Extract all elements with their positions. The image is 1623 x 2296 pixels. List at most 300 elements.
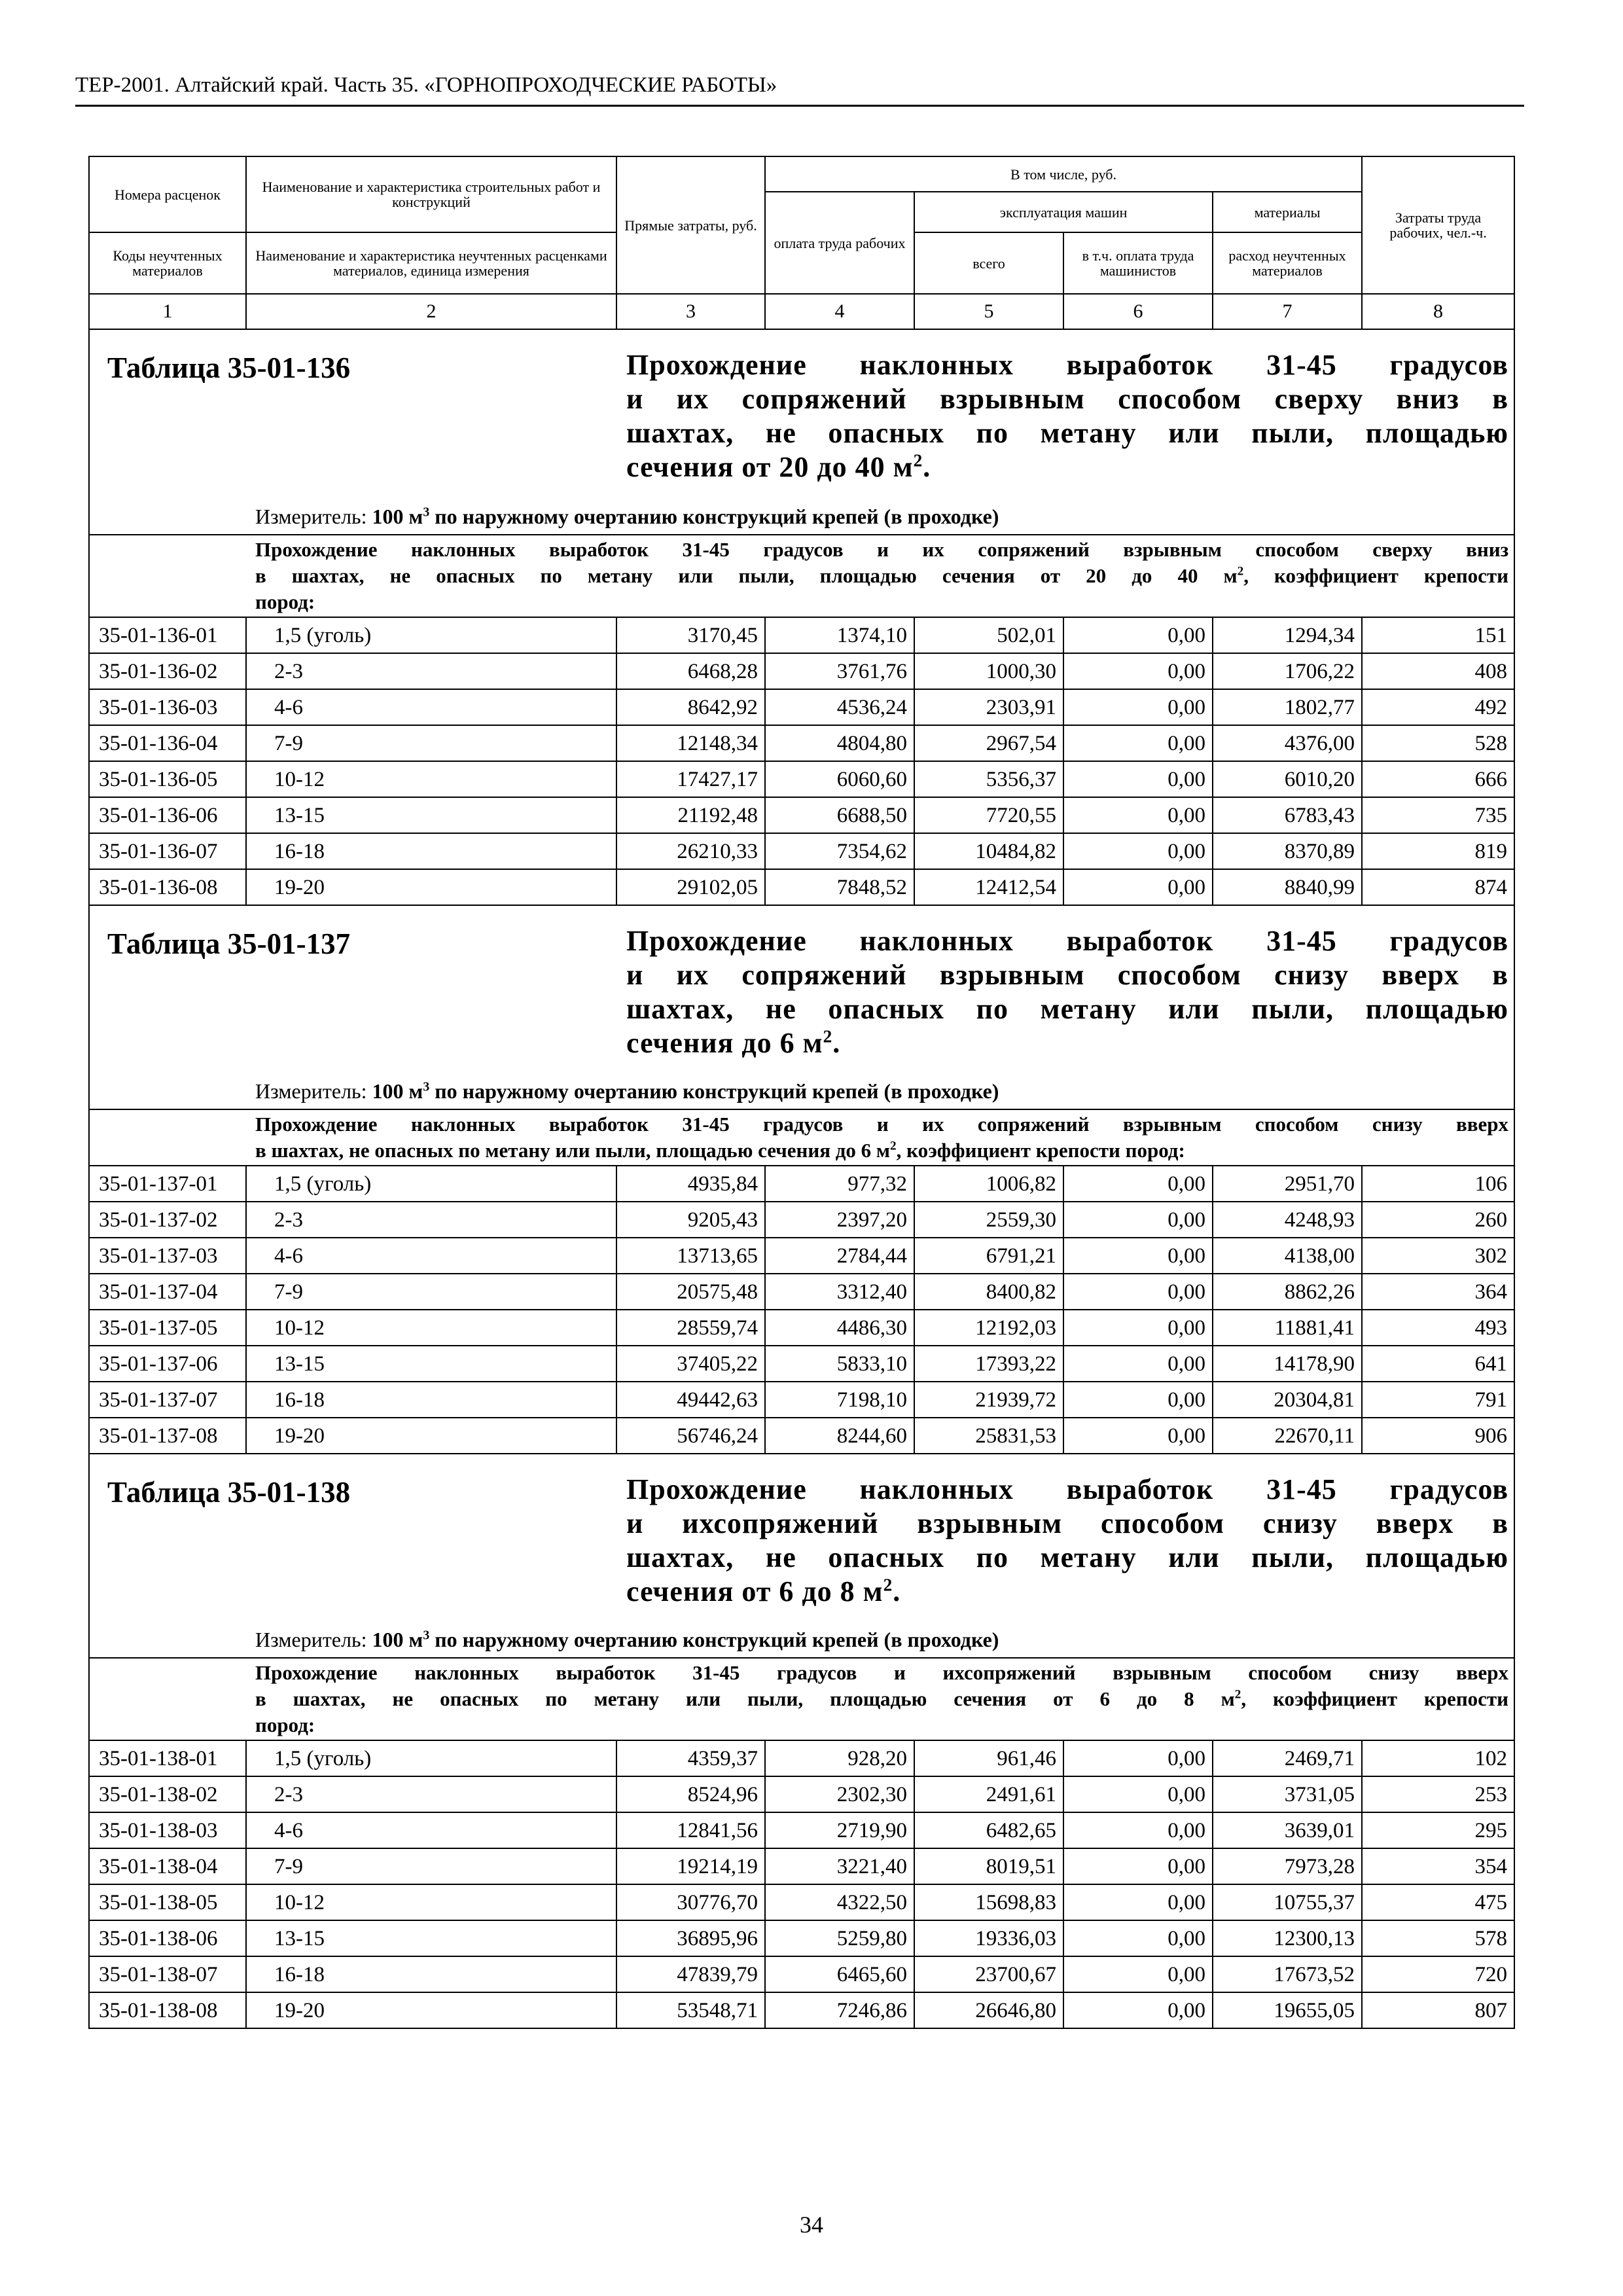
table-title-row	[89, 329, 1514, 535]
table-title-line	[626, 1473, 1508, 1507]
col-labor-costs: Затраты труда рабочих, чел.-ч.	[1362, 156, 1514, 294]
table-title-line: сечения до 6 $м^2$.	[626, 1026, 841, 1059]
table-title-cell	[89, 905, 1514, 1109]
cell-name: 2-3	[246, 1776, 616, 1812]
unit-value: 100 м	[372, 1079, 423, 1103]
table-row	[89, 1166, 1514, 1202]
cell-labor: 364	[1362, 1274, 1514, 1310]
table-title-line	[626, 1507, 1508, 1541]
cell-direct: 49442,63	[616, 1382, 765, 1418]
cell-name: 4-6	[246, 1238, 616, 1274]
table-row	[89, 833, 1514, 869]
table-row	[89, 1992, 1514, 2028]
cell-pay: 6688,50	[765, 797, 914, 833]
table-unit	[255, 1628, 999, 1652]
cell-pay: 6060,60	[765, 761, 914, 797]
superscript: 2	[883, 1575, 893, 1595]
column-number: 6	[1063, 294, 1213, 329]
cell-direct: 56746,24	[616, 1418, 765, 1454]
running-header: ТЕР-2001. Алтайский край. Часть 35. «ГОРНОПРОХОДЧЕСКИЕ РАБОТЫ»	[75, 73, 777, 97]
cell-mat: 8862,26	[1213, 1274, 1362, 1310]
column-number: 1	[89, 294, 246, 329]
table-title-line	[626, 1541, 1508, 1575]
table-description-row	[89, 1658, 1514, 1740]
cell-name: 10-12	[246, 761, 616, 797]
cell-mat: 3639,01	[1213, 1812, 1362, 1848]
cell-code: 35-01-137-04	[89, 1274, 246, 1310]
column-number: 8	[1362, 294, 1514, 329]
cell-pay: 3221,40	[765, 1848, 914, 1884]
table-title-row	[89, 905, 1514, 1109]
col-machine-operation: эксплуатация машин	[914, 192, 1213, 232]
cell-pay: 3312,40	[765, 1274, 914, 1310]
table-title-line	[626, 992, 1508, 1026]
cell-pay: 1374,10	[765, 617, 914, 653]
cell-code: 35-01-137-02	[89, 1202, 246, 1238]
column-number: 5	[914, 294, 1063, 329]
price-table	[88, 156, 1515, 2029]
table-title-line	[626, 348, 1508, 382]
description-line	[255, 563, 1508, 589]
cell-mach-pay: 0,00	[1063, 1776, 1213, 1812]
table-row	[89, 617, 1514, 653]
unit-label: Измеритель:	[255, 1079, 367, 1103]
superscript: 2	[913, 450, 923, 471]
cell-mach: 6482,65	[914, 1812, 1063, 1848]
table-row	[89, 1884, 1514, 1920]
table-title-text: шахтах, не опасных по метану или пыли, площадью	[626, 417, 1508, 449]
cell-direct: 20575,48	[616, 1274, 765, 1310]
cell-pay: 8244,60	[765, 1418, 914, 1454]
cell-mach-pay: 0,00	[1063, 617, 1213, 653]
table-row	[89, 1418, 1514, 1454]
unit-label: Измеритель:	[255, 1628, 367, 1651]
cell-mat: 1802,77	[1213, 689, 1362, 725]
table-title-text: шахтах, не опасных по метану или пыли, площадью	[626, 1541, 1508, 1573]
table-title	[626, 1473, 1508, 1609]
col-unaccounted-codes: Коды неучтенных материалов	[89, 232, 246, 294]
cell-labor: 735	[1362, 797, 1514, 833]
cell-pay: 6465,60	[765, 1956, 914, 1992]
cell-code: 35-01-136-01	[89, 617, 246, 653]
table-row	[89, 1848, 1514, 1884]
cell-mach: 5356,37	[914, 761, 1063, 797]
cell-name: 10-12	[246, 1310, 616, 1346]
description-text: , коэффициент крепости	[1243, 564, 1509, 587]
header-row	[89, 156, 1514, 192]
cell-code: 35-01-137-07	[89, 1382, 246, 1418]
table-row	[89, 1274, 1514, 1310]
cell-name: 1,5 (уголь)	[246, 1166, 616, 1202]
col-machine-total: всего	[914, 232, 1063, 294]
cell-direct: 36895,96	[616, 1920, 765, 1956]
column-number: 7	[1213, 294, 1362, 329]
cell-direct: 29102,05	[616, 869, 765, 905]
cell-mat: 22670,11	[1213, 1418, 1362, 1454]
cell-direct: 8642,92	[616, 689, 765, 725]
cell-direct: 30776,70	[616, 1884, 765, 1920]
cell-code: 35-01-138-08	[89, 1992, 246, 2028]
col-workers-pay: оплата труда рабочих	[765, 192, 914, 294]
cell-labor: 492	[1362, 689, 1514, 725]
cell-code: 35-01-136-02	[89, 653, 246, 689]
cell-mat: 4138,00	[1213, 1238, 1362, 1274]
superscript: 3	[423, 1628, 430, 1643]
table-title-text: шахтах, не опасных по метану или пыли, площадью	[626, 993, 1508, 1025]
cell-name: 2-3	[246, 1202, 616, 1238]
cell-pay: 977,32	[765, 1166, 914, 1202]
cell-pay: 4486,30	[765, 1310, 914, 1346]
cell-labor: 151	[1362, 617, 1514, 653]
cell-mat: 1294,34	[1213, 617, 1362, 653]
cell-direct: 6468,28	[616, 653, 765, 689]
cell-direct: 4935,84	[616, 1166, 765, 1202]
description-line	[255, 1138, 1508, 1164]
header-rule	[75, 105, 1524, 107]
unit-label: Измеритель:	[255, 505, 367, 528]
cell-mach: 15698,83	[914, 1884, 1063, 1920]
cell-mach-pay: 0,00	[1063, 1418, 1213, 1454]
cell-mach: 6791,21	[914, 1238, 1063, 1274]
col-materials: материалы	[1213, 192, 1362, 232]
cell-mach: 19336,03	[914, 1920, 1063, 1956]
cell-mach-pay: 0,00	[1063, 1346, 1213, 1382]
unit-description: по наружному очертанию конструкций крепей (в проходке)	[435, 1079, 999, 1103]
table-title-text: и их сопряжений взрывным способом снизу вверх в	[626, 959, 1508, 991]
description-text: в шахтах, не опасных по метану или пыли, площадью сечения до 6 м	[255, 1139, 891, 1162]
cell-mach-pay: 0,00	[1063, 1310, 1213, 1346]
cell-mach: 10484,82	[914, 833, 1063, 869]
table-title-text: Прохождение наклонных выработок 31-45 градусов	[626, 925, 1508, 957]
cell-code: 35-01-136-03	[89, 689, 246, 725]
cell-code: 35-01-138-02	[89, 1776, 246, 1812]
unit-description: по наружному очертанию конструкций крепей (в проходке)	[435, 1628, 999, 1651]
cell-pay: 4804,80	[765, 725, 914, 761]
cell-mach: 8400,82	[914, 1274, 1063, 1310]
table-row	[89, 725, 1514, 761]
cell-code: 35-01-136-06	[89, 797, 246, 833]
table-description	[89, 1658, 1514, 1740]
page-number: 34	[800, 2212, 823, 2238]
table-row	[89, 1382, 1514, 1418]
superscript: 2	[1234, 1687, 1241, 1702]
table-row	[89, 1740, 1514, 1776]
cell-mach: 2967,54	[914, 725, 1063, 761]
cell-pay: 2719,90	[765, 1812, 914, 1848]
cell-mach: 17393,22	[914, 1346, 1063, 1382]
cell-direct: 12148,34	[616, 725, 765, 761]
cell-pay: 2302,30	[765, 1776, 914, 1812]
cell-code: 35-01-136-05	[89, 761, 246, 797]
cell-mat: 11881,41	[1213, 1310, 1362, 1346]
description-text: , коэффициент крепости пород:	[896, 1139, 1185, 1162]
cell-name: 4-6	[246, 689, 616, 725]
cell-labor: 253	[1362, 1776, 1514, 1812]
cell-mach-pay: 0,00	[1063, 725, 1213, 761]
cell-direct: 21192,48	[616, 797, 765, 833]
description-line: Прохождение наклонных выработок 31-45 градусов и их сопряжений взрывным способом снизу вверх	[255, 1113, 1509, 1136]
cell-direct: 26210,33	[616, 833, 765, 869]
cell-labor: 354	[1362, 1848, 1514, 1884]
cell-labor: 578	[1362, 1920, 1514, 1956]
cell-labor: 475	[1362, 1884, 1514, 1920]
cell-direct: 13713,65	[616, 1238, 765, 1274]
cell-code: 35-01-137-01	[89, 1166, 246, 1202]
cell-code: 35-01-138-05	[89, 1884, 246, 1920]
table-description	[89, 535, 1514, 617]
cell-mat: 2951,70	[1213, 1166, 1362, 1202]
cell-mach: 23700,67	[914, 1956, 1063, 1992]
cell-name: 1,5 (уголь)	[246, 1740, 616, 1776]
table-title-line	[626, 382, 1508, 416]
cell-mach-pay: 0,00	[1063, 1812, 1213, 1848]
table-title-line	[626, 416, 1508, 450]
table-description	[89, 1109, 1514, 1166]
cell-labor: 295	[1362, 1812, 1514, 1848]
cell-pay: 7198,10	[765, 1382, 914, 1418]
cell-mach: 26646,80	[914, 1992, 1063, 2028]
cell-mat: 20304,81	[1213, 1382, 1362, 1418]
cell-labor: 807	[1362, 1992, 1514, 2028]
cell-name: 16-18	[246, 1956, 616, 1992]
table-title-row	[89, 1454, 1514, 1658]
table-row	[89, 1920, 1514, 1956]
cell-direct: 8524,96	[616, 1776, 765, 1812]
cell-mach-pay: 0,00	[1063, 1848, 1213, 1884]
col-material-name: Наименование и характеристика неучтенных расценками материалов, единица измерения	[246, 232, 616, 294]
cell-mach: 961,46	[914, 1740, 1063, 1776]
cell-mach-pay: 0,00	[1063, 833, 1213, 869]
cell-labor: 528	[1362, 725, 1514, 761]
cell-name: 19-20	[246, 869, 616, 905]
cell-direct: 17427,17	[616, 761, 765, 797]
cell-mach-pay: 0,00	[1063, 1166, 1213, 1202]
table-title-line	[626, 924, 1508, 958]
table-unit	[255, 1079, 999, 1103]
cell-code: 35-01-137-03	[89, 1238, 246, 1274]
cell-mat: 3731,05	[1213, 1776, 1362, 1812]
column-number-row	[89, 294, 1514, 329]
cell-name: 13-15	[246, 1346, 616, 1382]
table-row	[89, 1346, 1514, 1382]
table-unit	[255, 505, 999, 529]
cell-pay: 928,20	[765, 1740, 914, 1776]
unit-value: 100 м	[372, 1628, 423, 1651]
cell-direct: 53548,71	[616, 1992, 765, 2028]
table-title-text: сечения до 6 м	[626, 1027, 823, 1059]
cell-code: 35-01-137-08	[89, 1418, 246, 1454]
cell-name: 7-9	[246, 725, 616, 761]
table-row	[89, 761, 1514, 797]
cell-mach-pay: 0,00	[1063, 1956, 1213, 1992]
cell-mach: 2559,30	[914, 1202, 1063, 1238]
table-row	[89, 1202, 1514, 1238]
cell-mat: 19655,05	[1213, 1992, 1362, 2028]
cell-mach: 12192,03	[914, 1310, 1063, 1346]
cell-mach: 12412,54	[914, 869, 1063, 905]
cell-pay: 7246,86	[765, 1992, 914, 2028]
superscript: 2	[890, 1139, 897, 1153]
cell-labor: 641	[1362, 1346, 1514, 1382]
cell-mach-pay: 0,00	[1063, 1740, 1213, 1776]
col-work-name: Наименование и характеристика строительных работ и конструкций	[246, 156, 616, 232]
cell-labor: 791	[1362, 1382, 1514, 1418]
cell-mach-pay: 0,00	[1063, 1238, 1213, 1274]
table-row	[89, 1238, 1514, 1274]
table-description-row	[89, 1109, 1514, 1166]
cell-direct: 47839,79	[616, 1956, 765, 1992]
table-row	[89, 797, 1514, 833]
cell-direct: 19214,19	[616, 1848, 765, 1884]
cell-mach-pay: 0,00	[1063, 1274, 1213, 1310]
cell-labor: 302	[1362, 1238, 1514, 1274]
cell-mach: 1006,82	[914, 1166, 1063, 1202]
cell-pay: 7848,52	[765, 869, 914, 905]
cell-mat: 6783,43	[1213, 797, 1362, 833]
cell-pay: 5833,10	[765, 1346, 914, 1382]
column-number: 4	[765, 294, 914, 329]
description-text: , коэффициент крепости	[1241, 1687, 1509, 1710]
cell-pay: 7354,62	[765, 833, 914, 869]
cell-mach: 8019,51	[914, 1848, 1063, 1884]
cell-mach: 25831,53	[914, 1418, 1063, 1454]
cell-mat: 7973,28	[1213, 1848, 1362, 1884]
cell-mach: 7720,55	[914, 797, 1063, 833]
cell-direct: 9205,43	[616, 1202, 765, 1238]
superscript: 2	[1237, 564, 1244, 579]
table-title-text: и их сопряжений взрывным способом сверху вниз в	[626, 383, 1508, 415]
cell-labor: 720	[1362, 1956, 1514, 1992]
cell-mach-pay: 0,00	[1063, 797, 1213, 833]
description-text: в шахтах, не опасных по метану или пыли, площадью сечения от 6 до 8 м	[255, 1687, 1235, 1710]
cell-pay: 2784,44	[765, 1238, 914, 1274]
column-number: 3	[616, 294, 765, 329]
unit-description: по наружному очертанию конструкций крепей (в проходке)	[435, 505, 999, 528]
description-line: Прохождение наклонных выработок 31-45 градусов и их сопряжений взрывным способом сверху вниз	[255, 538, 1509, 561]
superscript: 3	[423, 505, 430, 520]
table-title-text: Прохождение наклонных выработок 31-45 градусов	[626, 1473, 1508, 1505]
cell-code: 35-01-136-04	[89, 725, 246, 761]
description-line: Прохождение наклонных выработок 31-45 градусов и ихсопряжений взрывным способом снизу вверх	[255, 1661, 1509, 1684]
table-row	[89, 689, 1514, 725]
description-text: в шахтах, не опасных по метану или пыли, площадью сечения от 20 до 40 м	[255, 564, 1238, 587]
cell-code: 35-01-137-05	[89, 1310, 246, 1346]
cell-name: 16-18	[246, 1382, 616, 1418]
cell-mach-pay: 0,00	[1063, 1202, 1213, 1238]
table-row	[89, 653, 1514, 689]
col-including-rub: В том числе, руб.	[765, 156, 1362, 192]
table-row	[89, 1310, 1514, 1346]
table-body	[89, 156, 1514, 2028]
cell-mach: 21939,72	[914, 1382, 1063, 1418]
cell-labor: 874	[1362, 869, 1514, 905]
cell-pay: 5259,80	[765, 1920, 914, 1956]
table-title-cell	[89, 329, 1514, 535]
table-description-row	[89, 535, 1514, 617]
cell-mach: 502,01	[914, 617, 1063, 653]
cell-mat: 8840,99	[1213, 869, 1362, 905]
column-number: 2	[246, 294, 616, 329]
table-number-label: Таблица 35-01-136	[107, 351, 351, 384]
col-operators-pay: в т.ч. оплата труда машинистов	[1063, 232, 1213, 294]
table-title-cell	[89, 1454, 1514, 1658]
table-number-label: Таблица 35-01-138	[107, 1476, 351, 1509]
cell-pay: 2397,20	[765, 1202, 914, 1238]
cell-direct: 28559,74	[616, 1310, 765, 1346]
col-direct-costs: Прямые затраты, руб.	[616, 156, 765, 294]
cell-mat: 10755,37	[1213, 1884, 1362, 1920]
cell-mach-pay: 0,00	[1063, 653, 1213, 689]
cell-mat: 4248,93	[1213, 1202, 1362, 1238]
cell-code: 35-01-138-03	[89, 1812, 246, 1848]
cell-pay: 4536,24	[765, 689, 914, 725]
cell-name: 13-15	[246, 797, 616, 833]
cell-mach-pay: 0,00	[1063, 761, 1213, 797]
cell-mach-pay: 0,00	[1063, 1884, 1213, 1920]
cell-labor: 102	[1362, 1740, 1514, 1776]
cell-name: 7-9	[246, 1274, 616, 1310]
cell-name: 13-15	[246, 1920, 616, 1956]
cell-code: 35-01-136-07	[89, 833, 246, 869]
table-number-label: Таблица 35-01-137	[107, 927, 351, 960]
cell-mach: 1000,30	[914, 653, 1063, 689]
cell-direct: 37405,22	[616, 1346, 765, 1382]
cell-pay: 3761,76	[765, 653, 914, 689]
superscript: 3	[423, 1079, 430, 1094]
cell-pay: 4322,50	[765, 1884, 914, 1920]
table-title-line: сечения от 6 до 8 $м^2$.	[626, 1575, 901, 1607]
cell-mach-pay: 0,00	[1063, 1992, 1213, 2028]
description-line	[255, 1686, 1508, 1712]
cell-labor: 493	[1362, 1310, 1514, 1346]
table-title-line: сечения от 20 до 40 $м^2$.	[626, 450, 931, 483]
description-line: пород:	[255, 590, 315, 613]
table-title-text: сечения от 20 до 40 м	[626, 451, 914, 483]
cell-mach: 2303,91	[914, 689, 1063, 725]
table-row	[89, 869, 1514, 905]
cell-name: 7-9	[246, 1848, 616, 1884]
cell-mat: 2469,71	[1213, 1740, 1362, 1776]
cell-code: 35-01-136-08	[89, 869, 246, 905]
col-unaccounted-consumption: расход неучтенных материалов	[1213, 232, 1362, 294]
cell-labor: 260	[1362, 1202, 1514, 1238]
cell-mat: 14178,90	[1213, 1346, 1362, 1382]
cell-mat: 12300,13	[1213, 1920, 1362, 1956]
cell-name: 1,5 (уголь)	[246, 617, 616, 653]
table-title-text: и ихсопряжений взрывным способом снизу вверх в	[626, 1507, 1508, 1539]
cell-mach-pay: 0,00	[1063, 689, 1213, 725]
cell-direct: 4359,37	[616, 1740, 765, 1776]
description-line: пород:	[255, 1713, 315, 1736]
cell-mach-pay: 0,00	[1063, 1920, 1213, 1956]
table-title	[626, 924, 1508, 1060]
cell-labor: 408	[1362, 653, 1514, 689]
cell-labor: 666	[1362, 761, 1514, 797]
cell-mat: 4376,00	[1213, 725, 1362, 761]
cell-direct: 3170,45	[616, 617, 765, 653]
superscript: 2	[823, 1026, 833, 1047]
unit-value: 100 м	[372, 505, 423, 528]
cell-mat: 17673,52	[1213, 1956, 1362, 1992]
cell-mat: 6010,20	[1213, 761, 1362, 797]
table-title-text: сечения от 6 до 8 м	[626, 1575, 883, 1607]
table-row	[89, 1812, 1514, 1848]
table-title-text: Прохождение наклонных выработок 31-45 градусов	[626, 349, 1508, 381]
cell-mat: 1706,22	[1213, 653, 1362, 689]
table-row	[89, 1956, 1514, 1992]
cell-name: 2-3	[246, 653, 616, 689]
cell-mat: 8370,89	[1213, 833, 1362, 869]
